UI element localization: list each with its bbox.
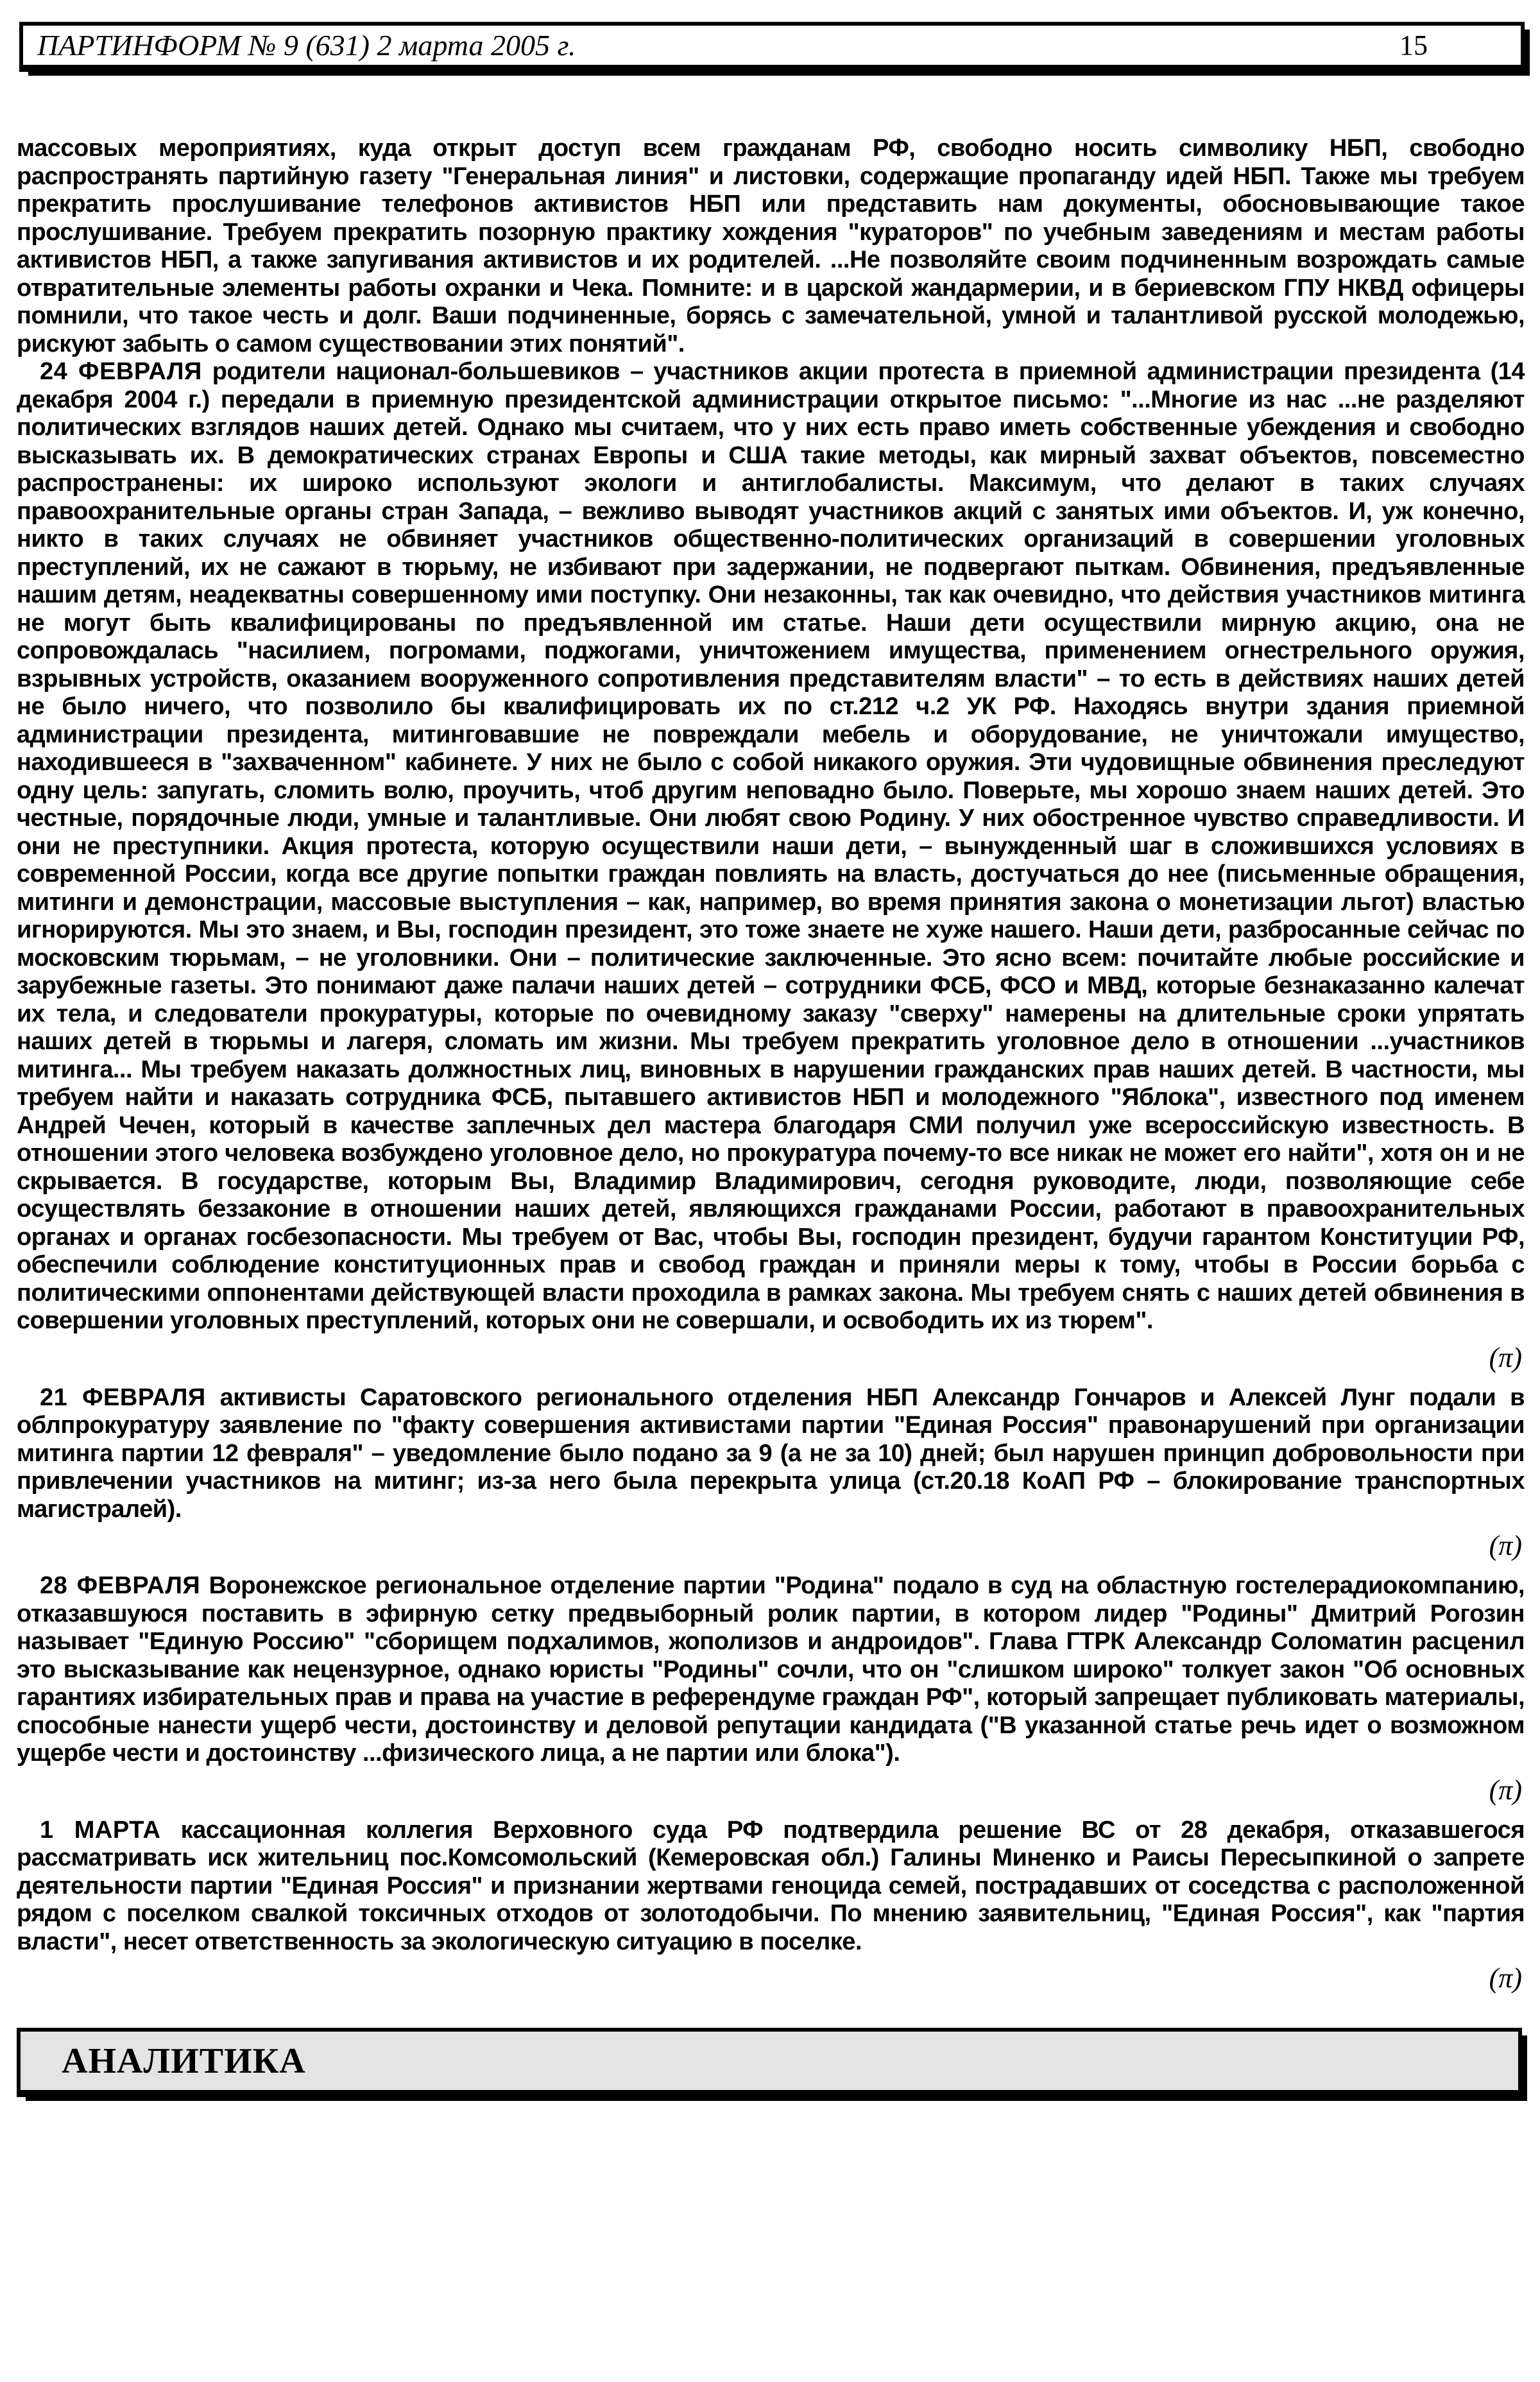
body-paragraph-continuation — [17, 135, 1525, 358]
date-label: 21 ФЕВРАЛЯ — [40, 1384, 206, 1411]
end-of-item-mark: (π) — [1489, 1962, 1522, 1994]
page-number: 15 — [1399, 30, 1428, 61]
date-label: 28 ФЕВРАЛЯ — [40, 1572, 201, 1599]
paragraph-text: родители национал-большевиков – участников акции протеста в приемной администрации президента (14 декабря 2004 г.) передали в приемную президентской администрации открытое письмо: "...Многие из нас ...не разделяют политических взглядов наших детей. Однако мы считаем, что у них есть право иметь собственные убеждения и свободно высказывать их. В демократических странах Европы и США такие методы, как мирный захват объектов, повсеместно распространены: их широко используют экологи и антиглобалисты. Максимум, что делают в таких случаях правоохранительные органы стран Запада, – вежливо выводят участников акций с занятых ими объектов. И, уж конечно, никто в таких случаях не обвиняет участников общественно-политических организаций в совершении уголовных преступлений, их не сажают в тюрьму, не избивают при задержании, не подвергают пыткам. Обвинения, предъявленные нашим детям, неадекватны совершенному ими поступку. Они незаконны, так как очевидно, что действия участников митинга не могут быть квалифицированы по предъявленной им статье. Наши дети осуществили мирную акцию, она не сопровождалась "насилием, погромами, поджогами, уничтожением имущества, применением огнестрельного оружия, взрывных устройств, оказанием вооруженного сопротивления представителям власти" – то есть в действиях наших детей не было ничего, что позволило бы квалифицировать их по ст.212 ч.2 УК РФ. Находясь внутри здания приемной администрации президента, митинговавшие не повреждали мебель и оборудование, не уничтожали имущество, находившееся в "захваченном" кабинете. У них не было с собой никакого оружия. Эти чудовищные обвинения преследуют одну цель: запугать, сломить волю, проучить, чтоб другим неповадно было. Поверьте, мы хорошо знаем наших детей. Это честные, порядочные люди, умные и талантливые. Они любят свою Родину. У них обостренное чувство справедливости. И они не преступники. Акция протеста, которую осуществили наши дети, – вынужденный шаг в сложившихся условиях в современной России, когда все другие попытки граждан повлиять на власть, достучаться до нее (письменные обращения, митинги и демонстрации, массовые выступления – как, например, во время принятия закона о монетизации льгот) властью игнорируются. Мы это знаем, и Вы, господин президент, это тоже знаете не хуже нашего. Наши дети, разбросанные сейчас по московским тюрьмам, – не уголовники. Они – политические заключенные. Это ясно всем: почитайте любые российские и зарубежные газеты. Это понимают даже палачи наших детей – сотрудники ФСБ, ФСО и МВД, которые безнаказанно калечат их тела, и следователи прокуратуры, которые по очевидному заказу "сверху" намерены на длительные сроки упрятать наших детей в тюрьмы и лагеря, сломать им жизни. Мы требуем прекратить уголовное дело в отношении ...участников митинга... Мы требуем наказать должностных лиц, виновных в нарушении гражданских прав наших детей. В частности, мы требуем найти и наказать сотрудника ФСБ, пытавшего активистов НБП и молодежного "Яблока", известного под именем Андрей Чечен, который в качестве заплечных дел мастера благодаря СМИ получил уже всероссийскую известность. В отношении этого человека возбуждено уголовное дело, но прокуратура почему-то все никак не может его найти", хотя он и не скрывается. В государстве, которым Вы, Владимир Владимирович, сегодня руководите, люди, позволяющие себе осуществлять беззаконие в отношении наших детей, являющихся гражданами России, работают в правоохранительных органах и органах госбезопасности. Мы требуем от Вас, чтобы Вы, господин президент, будучи гарантом Конституции РФ, обеспечили соблюдение конституционных прав и свобод граждан и приняли меры к тому, чтобы в России борьба с политическими оппонентами действующей власти проходила в рамках закона. Мы требуем снять с наших детей обвинения в совершении уголовных преступлений, которых они не совершали, и освободить их из тюрем". — [17, 358, 1525, 1334]
newsletter-title: ПАРТИНФОРМ № 9 (631) 2 марта 2005 г. — [37, 29, 576, 62]
paragraph-text: Воронежское региональное отделение партии "Родина" подало в суд на областную гостелерадиокомпанию, отказавшуюся поставить в эфирную сетку предвыборный ролик партии, в котором лидер "Родины" Дмитрий Рогозин называет "Единую Россию" "сборищем подхалимов, жополизов и андроидов". Глава ГТРК Александр Соломатин расценил это высказывание как нецензурное, однако юристы "Родины" сочли, что он "слишком широко" толкует закон "Об основных гарантиях избирательных прав и права на участие в референдуме граждан РФ", который запрещает публиковать материалы, способные нанести ущерб чести, достоинству и деловой репутации кандидата ("В указанной статье речь идет о возможном ущербе чести и достоинству ...физического лица, а не партии или блока"). — [17, 1572, 1525, 1767]
page-body — [17, 135, 1525, 2097]
date-label: 1 МАРТА — [40, 1816, 161, 1844]
section-header-analitika — [17, 2028, 1522, 2097]
body-paragraph-24feb — [17, 358, 1525, 1335]
body-paragraph-1march — [17, 1817, 1525, 1957]
end-of-item-mark: (π) — [1489, 1530, 1522, 1561]
paragraph-text: активисты Саратовского регионального отделения НБП Александр Гончаров и Алексей Лунг подали в облпрокуратуру заявление по "факту совершения активистами партии "Единая Россия" правонарушений при организации митинга партии 12 февраля" – уведомление было подано за 9 (а не за 10) дней; был нарушен принцип добровольности при привлечении участников на митинг; из-за него была перекрыта улица (ст.20.18 КоАП РФ – блокирование транспортных магистралей). — [17, 1384, 1525, 1523]
paragraph-text: кассационная коллегия Верховного суда РФ подтвердила решение ВС от 28 декабря, отказавшегося рассматривать иск жительниц пос.Комсомольский (Кемеровская обл.) Галины Миненко и Раисы Пересыпкиной о запрете деятельности партии "Единая Россия" и признании жертвами геноцида семей, пострадавших от соседства с расположенной рядом с поселком свалкой токсичных отходов от золотодобычи. По мнению заявительниц, "Единая Россия", как "партия власти", несет ответственность за экологическую ситуацию в поселке. — [17, 1816, 1525, 1955]
end-of-item-mark: (π) — [1489, 1774, 1522, 1806]
section-title: АНАЛИТИКА — [62, 2041, 306, 2081]
body-paragraph-28feb — [17, 1572, 1525, 1768]
page-header — [19, 22, 1525, 72]
end-of-item-mark: (π) — [1489, 1341, 1522, 1373]
body-paragraph-21feb — [17, 1384, 1525, 1524]
date-label: 24 ФЕВРАЛЯ — [40, 358, 202, 385]
paragraph-text: массовых мероприятиях, куда открыт доступ всем гражданам РФ, свободно носить символику НБП, свободно распространять партийную газету "Генеральная линия" и листовки, содержащие пропаганду идей НБП. Также мы требуем прекратить прослушивание телефонов активистов НБП или представить нам документы, обосновывающие такое прослушивание. Требуем прекратить позорную практику хождения "кураторов" по учебным заведениям и местам работы активистов НБП, а также запугивания активистов и их родителей. ...Не позволяйте своим подчиненным возрождать самые отвратительные элементы работы охранки и Чека. Помните: и в царской жандармерии, и в бериевском ГПУ НКВД офицеры помнили, что такое честь и долг. Ваши подчиненные, борясь с замечательной, умной и талантливой русской молодежью, рискуют забыть о самом существовании этих понятий". — [17, 135, 1525, 357]
